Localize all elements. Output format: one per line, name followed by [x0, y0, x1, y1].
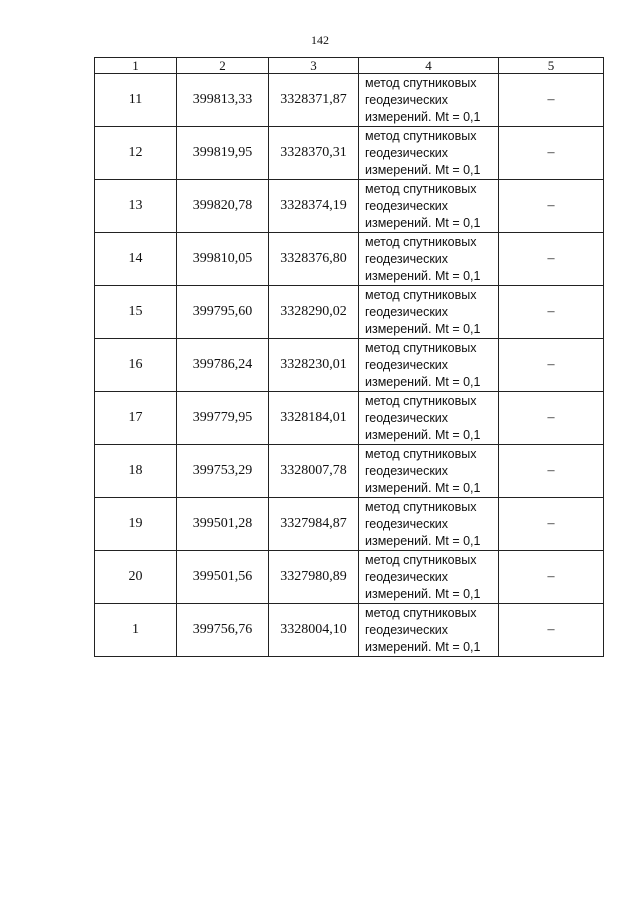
header-col-5: 5	[499, 58, 604, 74]
method-text-line: измерений. Mt = 0,1	[365, 586, 481, 601]
table-row	[95, 180, 604, 233]
y-coordinate-cell: 3328374,19	[269, 180, 359, 233]
method-text-line: измерений. Mt = 0,1	[365, 162, 481, 177]
table-row	[95, 445, 604, 498]
method-text-line: метод спутниковых	[365, 287, 477, 302]
method-text-line: измерений. Mt = 0,1	[365, 268, 481, 283]
method-text-line: геодезических	[365, 569, 449, 584]
y-coordinate-cell: 3328370,31	[269, 127, 359, 180]
note-cell: –	[499, 233, 604, 286]
point-number-cell: 16	[95, 339, 177, 392]
method-text-line: геодезических	[365, 198, 449, 213]
note-cell: –	[499, 604, 604, 657]
note-cell: –	[499, 392, 604, 445]
method-text-line: геодезических	[365, 463, 449, 478]
method-cell	[359, 127, 499, 180]
note-cell: –	[499, 551, 604, 604]
point-number-cell: 17	[95, 392, 177, 445]
note-cell: –	[499, 339, 604, 392]
page-number: 142	[311, 33, 329, 47]
method-text-line: метод спутниковых	[365, 181, 477, 196]
x-coordinate-cell: 399501,28	[177, 498, 269, 551]
table-header	[95, 58, 604, 74]
method-text-line: измерений. Mt = 0,1	[365, 321, 481, 336]
note-cell: –	[499, 180, 604, 233]
method-cell	[359, 551, 499, 604]
x-coordinate-cell: 399813,33	[177, 74, 269, 127]
y-coordinate-cell: 3328290,02	[269, 286, 359, 339]
table-row	[95, 551, 604, 604]
method-text-line: геодезических	[365, 516, 449, 531]
table-row	[95, 286, 604, 339]
note-cell: –	[499, 74, 604, 127]
method-text-line: метод спутниковых	[365, 128, 477, 143]
method-text-line: метод спутниковых	[365, 499, 477, 514]
point-number-cell: 19	[95, 498, 177, 551]
method-cell	[359, 233, 499, 286]
table-row	[95, 392, 604, 445]
header-col-3: 3	[269, 58, 359, 74]
table-row	[95, 498, 604, 551]
method-text-line: метод спутниковых	[365, 340, 477, 355]
header-col-4: 4	[359, 58, 499, 74]
y-coordinate-cell: 3328007,78	[269, 445, 359, 498]
point-number-cell: 1	[95, 604, 177, 657]
method-text-line: метод спутниковых	[365, 393, 477, 408]
x-coordinate-cell: 399779,95	[177, 392, 269, 445]
note-cell: –	[499, 445, 604, 498]
method-text-line: измерений. Mt = 0,1	[365, 639, 481, 654]
y-coordinate-cell: 3328184,01	[269, 392, 359, 445]
point-number-cell: 13	[95, 180, 177, 233]
table-row	[95, 233, 604, 286]
method-text-line: измерений. Mt = 0,1	[365, 533, 481, 548]
method-cell	[359, 445, 499, 498]
y-coordinate-cell: 3327984,87	[269, 498, 359, 551]
method-cell	[359, 498, 499, 551]
method-text-line: метод спутниковых	[365, 75, 477, 90]
y-coordinate-cell: 3328004,10	[269, 604, 359, 657]
method-text-line: метод спутниковых	[365, 605, 477, 620]
point-number-cell: 12	[95, 127, 177, 180]
x-coordinate-cell: 399819,95	[177, 127, 269, 180]
y-coordinate-cell: 3328230,01	[269, 339, 359, 392]
method-cell	[359, 392, 499, 445]
header-col-2: 2	[177, 58, 269, 74]
method-text-line: метод спутниковых	[365, 234, 477, 249]
method-text-line: измерений. Mt = 0,1	[365, 374, 481, 389]
method-cell	[359, 286, 499, 339]
table-row	[95, 339, 604, 392]
x-coordinate-cell: 399810,05	[177, 233, 269, 286]
method-text-line: геодезических	[365, 145, 449, 160]
table-body	[95, 74, 604, 657]
x-coordinate-cell: 399753,29	[177, 445, 269, 498]
table-row	[95, 127, 604, 180]
method-text-line: геодезических	[365, 357, 449, 372]
x-coordinate-cell: 399756,76	[177, 604, 269, 657]
point-number-cell: 14	[95, 233, 177, 286]
method-text-line: геодезических	[365, 304, 449, 319]
point-number-cell: 11	[95, 74, 177, 127]
header-col-1: 1	[95, 58, 177, 74]
y-coordinate-cell: 3328371,87	[269, 74, 359, 127]
table-row	[95, 74, 604, 127]
header-row	[95, 58, 604, 74]
note-cell: –	[499, 286, 604, 339]
x-coordinate-cell: 399795,60	[177, 286, 269, 339]
x-coordinate-cell: 399786,24	[177, 339, 269, 392]
point-number-cell: 18	[95, 445, 177, 498]
y-coordinate-cell: 3327980,89	[269, 551, 359, 604]
x-coordinate-cell: 399820,78	[177, 180, 269, 233]
method-text-line: геодезических	[365, 622, 449, 637]
method-text-line: геодезических	[365, 92, 449, 107]
method-text-line: измерений. Mt = 0,1	[365, 215, 481, 230]
note-cell: –	[499, 127, 604, 180]
method-text-line: геодезических	[365, 251, 449, 266]
method-text-line: измерений. Mt = 0,1	[365, 427, 481, 442]
coordinates-table	[94, 57, 604, 657]
y-coordinate-cell: 3328376,80	[269, 233, 359, 286]
x-coordinate-cell: 399501,56	[177, 551, 269, 604]
method-text-line: измерений. Mt = 0,1	[365, 480, 481, 495]
method-text-line: метод спутниковых	[365, 446, 477, 461]
method-cell	[359, 180, 499, 233]
method-text-line: метод спутниковых	[365, 552, 477, 567]
method-cell	[359, 339, 499, 392]
point-number-cell: 20	[95, 551, 177, 604]
method-cell	[359, 74, 499, 127]
method-cell	[359, 604, 499, 657]
method-text-line: измерений. Mt = 0,1	[365, 109, 481, 124]
table-row	[95, 604, 604, 657]
note-cell: –	[499, 498, 604, 551]
method-text-line: геодезических	[365, 410, 449, 425]
point-number-cell: 15	[95, 286, 177, 339]
